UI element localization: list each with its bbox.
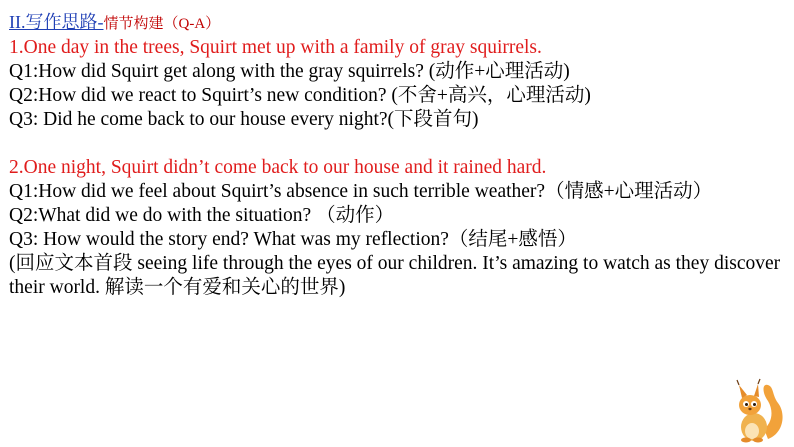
question-2-2: Q2:What did we do with the situation? （动作） (9, 205, 395, 226)
reflection-note: (回应文本首段 seeing life through the eyes of our children. It’s amazing to watch as they discover their world. 解读一个有爱和关心的世界) (9, 253, 781, 298)
plot-line-2: 2.One night, Squirt didn’t come back to our house and it rained hard. (9, 157, 547, 178)
spacer (9, 132, 787, 156)
squirrel-icon (728, 377, 784, 443)
heading-sub: 情节构建（Q-A） (103, 16, 221, 32)
question-1-3: Q3: Did he come back to our house every night?(下段首句) (9, 109, 479, 130)
question-1-2: Q2:How did we react to Squirt’s new condition? (不舍+高兴，心理活动) (9, 85, 591, 106)
section-heading (9, 10, 787, 36)
question-2-3: Q3: How would the story end? What was my reflection?（结尾+感悟） (9, 229, 577, 250)
slide-content (9, 10, 787, 300)
plot-line-1: 1.One day in the trees, Squirt met up with a family of gray squirrels. (9, 37, 542, 58)
question-2-1: Q1:How did we feel about Squirt’s absence in such terrible weather?（情感+心理活动） (9, 181, 713, 202)
question-1-1: Q1:How did Squirt get along with the gray squirrels? (动作+心理活动) (9, 61, 570, 82)
heading-main: II.写作思路- (9, 12, 104, 32)
